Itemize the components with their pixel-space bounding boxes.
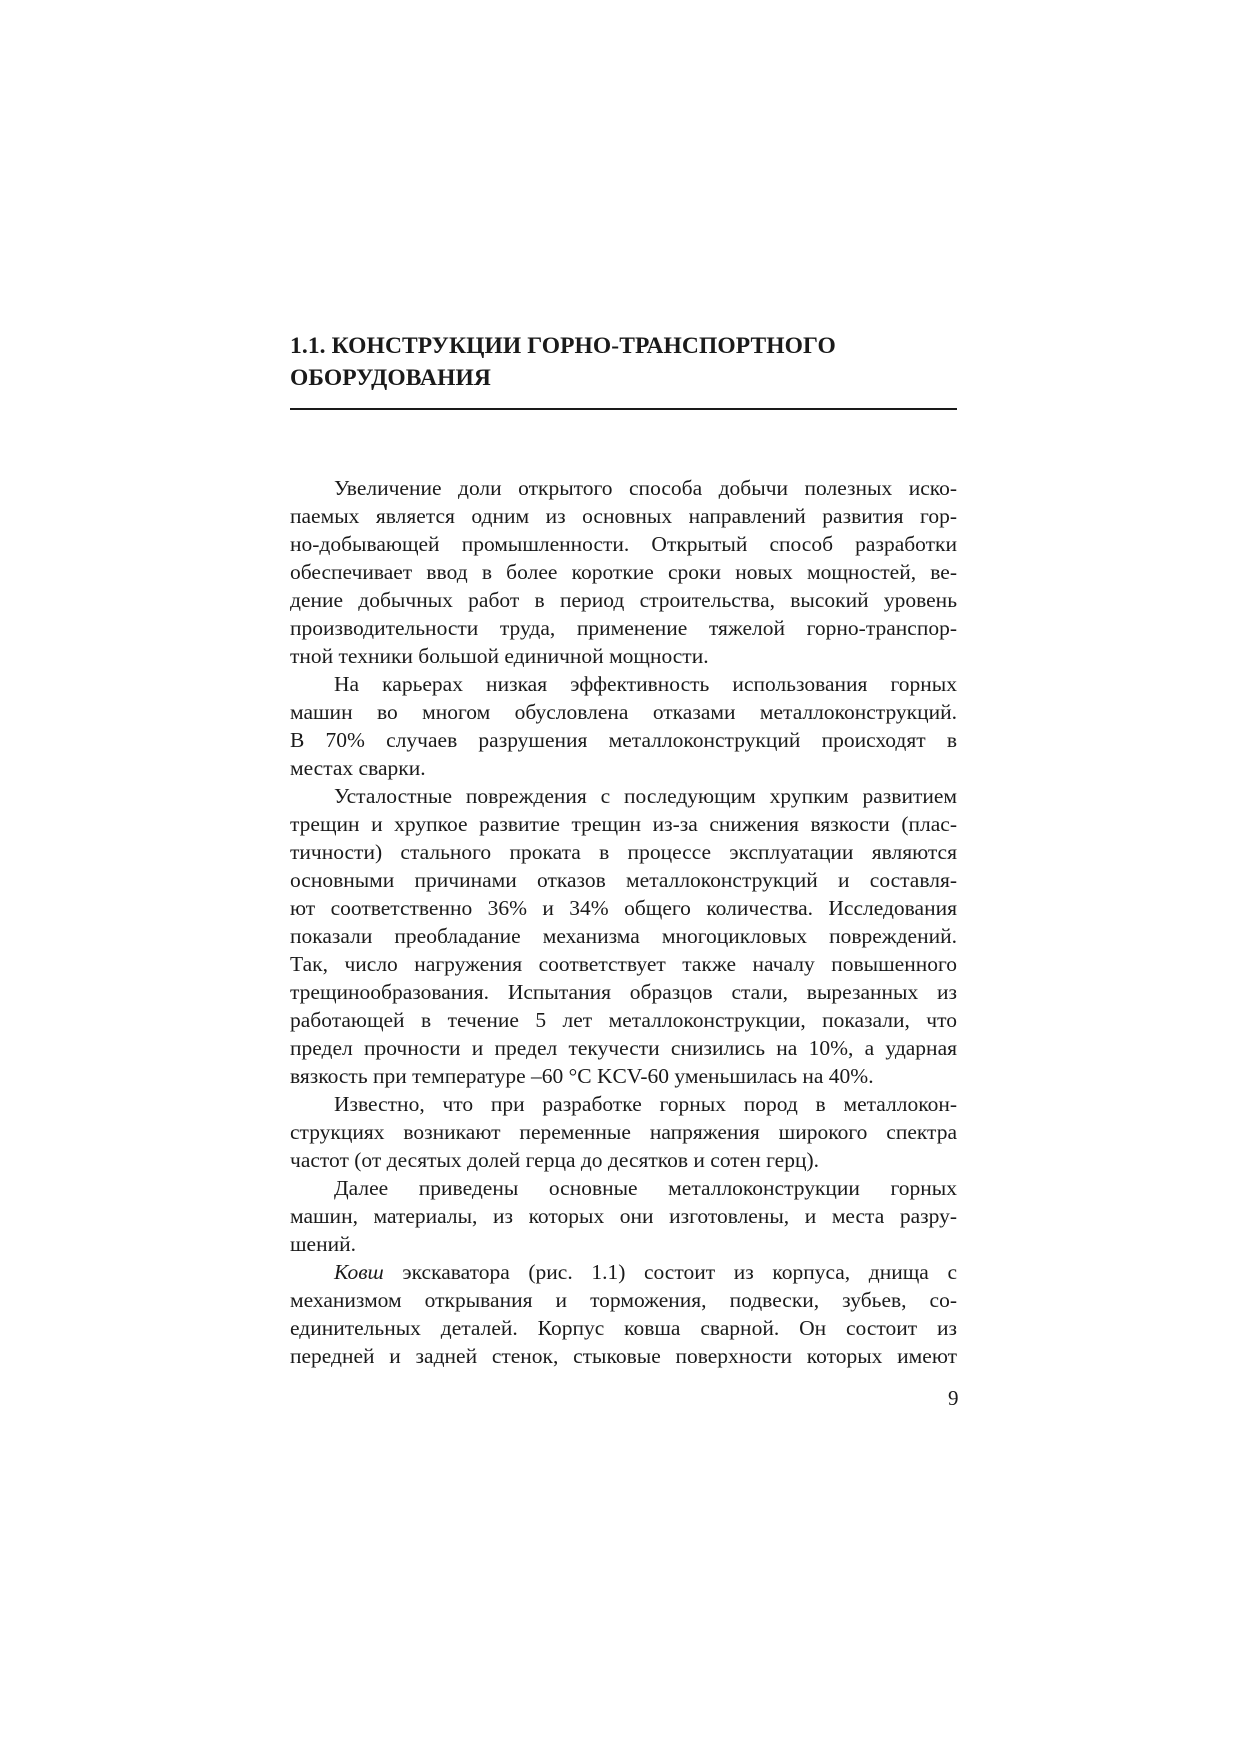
text-line	[290, 1258, 957, 1286]
text-line: предел прочности и предел текучести снизились на 10%, а ударная	[290, 1036, 957, 1060]
text-line: основными причинами отказов металлоконструкций и составля-	[290, 868, 957, 892]
text-line: машин, материалы, из которых они изготовлены, и места разру-	[290, 1204, 957, 1228]
paragraph-3	[290, 782, 957, 1090]
body-text	[290, 474, 957, 1370]
text-line: машин во многом обусловлена отказами металлоконструкций.	[290, 700, 957, 724]
section-heading-line-2: ОБОРУДОВАНИЯ	[290, 365, 491, 391]
text-line: обеспечивает ввод в более короткие сроки новых мощностей, ве-	[290, 560, 957, 584]
page-content	[290, 330, 957, 1370]
italic-term: Ковш	[334, 1260, 384, 1284]
text-line-rest: экскаватора (рис. 1.1) состоит из корпуса, днища с	[383, 1260, 957, 1284]
text-line: тной техники большой единичной мощности.	[290, 644, 709, 668]
text-line: единительных деталей. Корпус ковша сварной. Он состоит из	[290, 1316, 957, 1340]
paragraph-2	[290, 670, 957, 782]
paragraph-5	[290, 1174, 957, 1258]
text-line: но-добывающей промышленности. Открытый способ разработки	[290, 532, 957, 556]
page-number: 9	[948, 1386, 959, 1410]
paragraph-6	[290, 1258, 957, 1370]
text-line: ют соответственно 36% и 34% общего количества. Исследования	[290, 896, 957, 920]
text-line: Далее приведены основные металлоконструкции горных	[334, 1176, 957, 1200]
section-heading-line-1: 1.1. КОНСТРУКЦИИ ГОРНО-ТРАНСПОРТНОГО	[290, 333, 836, 359]
text-line: В 70% случаев разрушения металлоконструкций происходят в	[290, 728, 957, 752]
text-line: Увеличение доли открытого способа добычи полезных иско-	[334, 476, 957, 500]
text-line: производительности труда, применение тяжелой горно-транспор-	[290, 616, 957, 640]
text-line: трещинообразования. Испытания образцов стали, вырезанных из	[290, 980, 957, 1004]
text-line: тичности) стального проката в процессе эксплуатации являются	[290, 840, 957, 864]
section-heading	[290, 330, 957, 394]
text-line: шений.	[290, 1232, 356, 1256]
text-line: вязкость при температуре –60 °С KCV-60 уменьшилась на 40%.	[290, 1064, 874, 1088]
text-line: Так, число нагружения соответствует также началу повышенного	[290, 952, 957, 976]
paragraph-1	[290, 474, 957, 670]
text-line: работающей в течение 5 лет металлоконструкции, показали, что	[290, 1008, 957, 1032]
heading-divider	[290, 408, 957, 410]
text-line: механизмом открывания и торможения, подвески, зубьев, со-	[290, 1288, 957, 1312]
text-line: местах сварки.	[290, 756, 426, 780]
text-line: паемых является одним из основных направлений развития гор-	[290, 504, 957, 528]
text-line: Известно, что при разработке горных пород в металлокон-	[334, 1092, 957, 1116]
text-line: На карьерах низкая эффективность использования горных	[334, 672, 957, 696]
text-line: трещин и хрупкое развитие трещин из-за снижения вязкости (плас-	[290, 812, 957, 836]
text-line: передней и задней стенок, стыковые поверхности которых имеют	[290, 1344, 957, 1368]
text-line: струкциях возникают переменные напряжения широкого спектра	[290, 1120, 957, 1144]
paragraph-4	[290, 1090, 957, 1174]
text-line: частот (от десятых долей герца до десятков и сотен герц).	[290, 1148, 819, 1172]
text-line: показали преобладание механизма многоцикловых повреждений.	[290, 924, 957, 948]
text-line: дение добычных работ в период строительства, высокий уровень	[290, 588, 957, 612]
text-line: Усталостные повреждения с последующим хрупким развитием	[334, 784, 957, 808]
